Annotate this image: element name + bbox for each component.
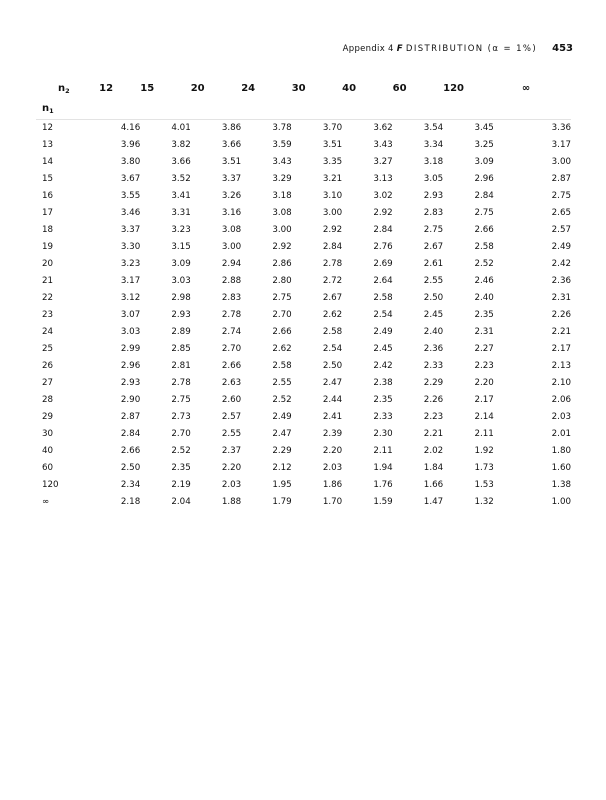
table-cell: 2.20 — [474, 378, 494, 388]
table-cell: 2.84 — [120, 429, 141, 439]
row-label: 13 — [42, 140, 54, 150]
table-cell: 1.94 — [373, 463, 393, 473]
table-row — [36, 307, 571, 324]
table-cell: 2.96 — [120, 361, 141, 371]
column-header: 24 — [241, 83, 256, 94]
col-variable-label — [36, 80, 89, 98]
table-cell: 3.66 — [171, 157, 191, 167]
table-cell: 2.66 — [272, 327, 292, 337]
table-row — [36, 392, 571, 409]
table-cell: 2.31 — [551, 293, 571, 303]
column-header: 20 — [190, 83, 205, 94]
table-cell: 3.18 — [423, 157, 444, 167]
table-cell: 2.11 — [474, 429, 494, 439]
table-cell: 3.80 — [120, 157, 141, 167]
table-row — [36, 375, 571, 392]
table-cell: 2.55 — [221, 429, 242, 439]
table-row — [36, 494, 571, 511]
running-head — [0, 43, 573, 57]
table-cell: 2.30 — [373, 429, 393, 439]
row-label: 20 — [42, 259, 54, 269]
f-distribution-table — [36, 80, 571, 511]
table-cell: 3.51 — [221, 157, 242, 167]
table-cell: 2.63 — [221, 378, 242, 388]
row-label: 17 — [42, 208, 54, 218]
table-cell: 2.57 — [551, 225, 571, 235]
table-cell: 2.57 — [221, 412, 242, 422]
table-cell: 2.26 — [551, 310, 571, 320]
table-cell: 2.50 — [322, 361, 343, 371]
table-cell: 2.54 — [373, 310, 393, 320]
table-cell: 2.75 — [474, 208, 494, 218]
table-cell: 2.03 — [221, 480, 242, 490]
table-cell: 3.31 — [171, 208, 191, 218]
table-cell: 2.02 — [423, 446, 444, 456]
table-cell: 2.66 — [221, 361, 242, 371]
table-cell: 2.21 — [423, 429, 444, 439]
table-cell: 3.15 — [171, 242, 191, 252]
table-cell: 2.45 — [423, 310, 444, 320]
row-label: 16 — [42, 191, 54, 201]
table-row — [36, 290, 571, 307]
table-cell: 3.29 — [272, 174, 292, 184]
table-row — [36, 205, 571, 222]
table-cell: 2.12 — [272, 463, 292, 473]
column-header: 120 — [443, 83, 465, 94]
table-cell: 1.53 — [474, 480, 494, 490]
running-head-f-symbol: F — [396, 44, 403, 54]
table-cell: 2.58 — [322, 327, 343, 337]
table-cell: 3.26 — [221, 191, 242, 201]
table-cell: 2.85 — [171, 344, 191, 354]
table-cell: 2.35 — [373, 395, 393, 405]
table-cell: 2.49 — [272, 412, 292, 422]
table-cell: 3.27 — [373, 157, 393, 167]
table-cell: 3.78 — [272, 123, 292, 133]
table-cell: 3.62 — [373, 123, 393, 133]
table-cell: 3.82 — [171, 140, 191, 150]
table-cell: 2.93 — [171, 310, 191, 320]
table-cell: 2.38 — [373, 378, 393, 388]
table-cell: 2.47 — [322, 378, 343, 388]
table-cell: 2.49 — [551, 242, 571, 252]
table-cell: 2.33 — [423, 361, 444, 371]
table-cell: 3.59 — [272, 140, 292, 150]
table-cell: 3.21 — [322, 174, 343, 184]
table-cell: 2.19 — [171, 480, 191, 490]
table-cell: 2.76 — [373, 242, 393, 252]
table-row — [36, 239, 571, 256]
table-row — [36, 188, 571, 205]
table-cell: 2.04 — [171, 497, 191, 507]
table-cell: 2.80 — [272, 276, 292, 286]
row-label: 120 — [42, 480, 59, 490]
table-cell: 1.76 — [373, 480, 393, 490]
table-body — [36, 120, 571, 512]
table-cell: 2.03 — [551, 412, 571, 422]
row-label: 19 — [42, 242, 54, 252]
table-cell: 2.84 — [373, 225, 393, 235]
table-cell: 2.42 — [373, 361, 393, 371]
table-cell: 2.78 — [322, 259, 343, 269]
table-cell: 2.75 — [171, 395, 191, 405]
table-cell: 1.59 — [373, 497, 393, 507]
table-cell: 3.51 — [322, 140, 343, 150]
table-cell: 3.09 — [474, 157, 494, 167]
table-cell: 2.69 — [373, 259, 393, 269]
table-row — [36, 154, 571, 171]
row-label: 25 — [42, 344, 54, 354]
table-cell: 3.37 — [221, 174, 242, 184]
table-cell: 2.41 — [322, 412, 343, 422]
table-cell: 3.23 — [171, 225, 191, 235]
table-cell: 2.62 — [322, 310, 343, 320]
table-cell: 3.05 — [423, 174, 444, 184]
table-cell: 2.35 — [171, 463, 191, 473]
table-cell: 2.92 — [373, 208, 393, 218]
table-cell: 3.70 — [322, 123, 343, 133]
table-cell: 3.41 — [171, 191, 191, 201]
row-variable-header-spacer — [89, 98, 571, 120]
column-header: 30 — [291, 83, 306, 94]
table-cell: 2.93 — [423, 191, 444, 201]
table-cell: 3.35 — [322, 157, 343, 167]
row-variable-name: n — [42, 103, 50, 114]
table-cell: 2.67 — [322, 293, 343, 303]
table-cell: 2.14 — [474, 412, 494, 422]
table-cell: 2.84 — [322, 242, 343, 252]
row-label: 15 — [42, 174, 54, 184]
table-cell: 2.27 — [474, 344, 494, 354]
row-label: 26 — [42, 361, 54, 371]
table-cell: 3.34 — [423, 140, 444, 150]
table-cell: 2.42 — [551, 259, 571, 269]
table-cell: 2.21 — [551, 327, 571, 337]
table-cell: 2.96 — [474, 174, 494, 184]
table-cell: 4.16 — [120, 123, 141, 133]
table-cell: 3.46 — [120, 208, 141, 218]
table-cell: 2.92 — [272, 242, 292, 252]
row-label: 28 — [42, 395, 54, 405]
table-cell: 2.50 — [423, 293, 444, 303]
table-cell: 3.37 — [120, 225, 141, 235]
table-cell: 3.43 — [373, 140, 393, 150]
table-cell: 2.66 — [120, 446, 141, 456]
table-cell: 3.30 — [120, 242, 141, 252]
table-row — [36, 358, 571, 375]
table-cell: 2.40 — [474, 293, 494, 303]
table-cell: 2.23 — [423, 412, 444, 422]
table-cell: 2.44 — [322, 395, 343, 405]
table-cell: 1.79 — [272, 497, 292, 507]
col-variable-subscript: 2 — [65, 87, 70, 95]
row-label: 22 — [42, 293, 54, 303]
table-row — [36, 443, 571, 460]
table-cell: 1.86 — [322, 480, 343, 490]
table-row — [36, 256, 571, 273]
table-cell: 2.29 — [423, 378, 444, 388]
table-cell: 3.07 — [120, 310, 141, 320]
row-label: 40 — [42, 446, 54, 456]
table-cell: 2.49 — [373, 327, 393, 337]
table-cell: 2.70 — [272, 310, 292, 320]
table-cell: 3.00 — [551, 157, 571, 167]
table-cell: 2.40 — [423, 327, 444, 337]
table-cell: 2.74 — [221, 327, 242, 337]
table-cell: 3.00 — [272, 225, 292, 235]
table-cell: 2.23 — [474, 361, 494, 371]
table-row — [36, 137, 571, 154]
table-cell: 3.54 — [423, 123, 444, 133]
table-cell: 3.00 — [322, 208, 343, 218]
table-cell: 2.47 — [272, 429, 292, 439]
table-cell: 1.60 — [551, 463, 571, 473]
table-cell: 2.35 — [474, 310, 494, 320]
table-cell: 1.32 — [474, 497, 494, 507]
table-cell: 1.84 — [423, 463, 444, 473]
table-cell: 2.58 — [272, 361, 292, 371]
table-cell: 3.18 — [272, 191, 292, 201]
table-row — [36, 341, 571, 358]
table-cell: 2.99 — [120, 344, 141, 354]
table-cell: 2.52 — [171, 446, 191, 456]
table-cell: 2.67 — [423, 242, 444, 252]
table-cell: 2.66 — [474, 225, 494, 235]
table-cell: 2.86 — [272, 259, 292, 269]
column-header: 15 — [140, 83, 155, 94]
table-cell: 3.03 — [120, 327, 141, 337]
table-cell: 3.36 — [551, 123, 571, 133]
table-row — [36, 222, 571, 239]
table-cell: 2.83 — [423, 208, 444, 218]
table-cell: 2.78 — [171, 378, 191, 388]
column-header: 60 — [392, 83, 407, 94]
table-cell: 2.92 — [322, 225, 343, 235]
table-row — [36, 477, 571, 494]
table-cell: 2.61 — [423, 259, 444, 269]
table-cell: 2.58 — [373, 293, 393, 303]
table-cell: 1.38 — [551, 480, 571, 490]
table-cell: 2.39 — [322, 429, 343, 439]
table-cell: 2.17 — [474, 395, 494, 405]
table-cell: 1.70 — [322, 497, 343, 507]
table-cell: 2.81 — [171, 361, 191, 371]
table-cell: 1.80 — [551, 446, 571, 456]
table-row — [36, 120, 571, 138]
table-cell: 2.18 — [120, 497, 141, 507]
row-variable-header-row — [36, 98, 571, 120]
col-variable-name: n — [58, 83, 66, 94]
table-cell: 2.10 — [551, 378, 571, 388]
table-cell: 1.66 — [423, 480, 444, 490]
table-row — [36, 460, 571, 477]
row-label: 14 — [42, 157, 54, 167]
row-variable-subscript: 1 — [49, 107, 54, 115]
table-cell: 2.90 — [120, 395, 141, 405]
table-cell: 2.70 — [221, 344, 242, 354]
table-cell: 2.52 — [272, 395, 292, 405]
table-cell: 2.13 — [551, 361, 571, 371]
table-cell: 2.75 — [423, 225, 444, 235]
table-cell: 3.13 — [373, 174, 393, 184]
column-header-row — [36, 80, 571, 98]
table-cell: 1.73 — [474, 463, 494, 473]
table-cell: 3.17 — [120, 276, 141, 286]
table-cell: 2.55 — [423, 276, 444, 286]
table-cell: 2.88 — [221, 276, 242, 286]
row-label: 12 — [42, 123, 54, 133]
row-variable-label — [36, 98, 89, 120]
table-row — [36, 273, 571, 290]
table-cell: 2.78 — [221, 310, 242, 320]
table-cell: 3.96 — [120, 140, 141, 150]
table-cell: 2.87 — [120, 412, 141, 422]
table-cell: 2.52 — [474, 259, 494, 269]
table-cell: 2.50 — [120, 463, 141, 473]
row-label: 60 — [42, 463, 54, 473]
table-cell: 2.98 — [171, 293, 191, 303]
table-cell: 2.93 — [120, 378, 141, 388]
table-cell: 2.64 — [373, 276, 393, 286]
column-header: 40 — [342, 83, 357, 94]
table-cell: 2.01 — [551, 429, 571, 439]
running-head-prefix: Appendix 4 — [342, 44, 394, 54]
table-cell: 2.46 — [474, 276, 494, 286]
table-cell: 2.65 — [551, 208, 571, 218]
table-cell: 2.36 — [551, 276, 571, 286]
table-cell: 2.33 — [373, 412, 393, 422]
table-cell: 1.95 — [272, 480, 292, 490]
table-cell: 3.10 — [322, 191, 343, 201]
table-cell: 2.54 — [322, 344, 343, 354]
table-cell: 2.17 — [551, 344, 571, 354]
table-cell: 2.29 — [272, 446, 292, 456]
row-label: 23 — [42, 310, 54, 320]
table-cell: 2.31 — [474, 327, 494, 337]
table-cell: 3.67 — [120, 174, 141, 184]
table-cell: 2.34 — [120, 480, 141, 490]
table-row — [36, 426, 571, 443]
table-cell: 3.00 — [221, 242, 242, 252]
table-cell: 3.08 — [221, 225, 242, 235]
column-header: ∞ — [521, 83, 531, 94]
table-cell: 2.84 — [474, 191, 494, 201]
row-label: 18 — [42, 225, 54, 235]
table-cell: 3.09 — [171, 259, 191, 269]
table-cell: 2.75 — [272, 293, 292, 303]
table-cell: 3.17 — [551, 140, 571, 150]
table-row — [36, 171, 571, 188]
table-cell: 2.37 — [221, 446, 242, 456]
table-cell: 3.12 — [120, 293, 141, 303]
table-cell: 2.87 — [551, 174, 571, 184]
table-cell: 2.58 — [474, 242, 494, 252]
table-cell: 3.55 — [120, 191, 141, 201]
table-cell: 2.55 — [272, 378, 292, 388]
table-cell: 2.26 — [423, 395, 444, 405]
table-cell: 2.60 — [221, 395, 242, 405]
table-header — [36, 80, 571, 120]
table-row — [36, 324, 571, 341]
row-label: 27 — [42, 378, 54, 388]
table-cell: 2.89 — [171, 327, 191, 337]
table-cell: 2.06 — [551, 395, 571, 405]
table-cell: 2.36 — [423, 344, 444, 354]
table-cell: 2.45 — [373, 344, 393, 354]
row-label: 29 — [42, 412, 54, 422]
table-cell: 2.20 — [322, 446, 343, 456]
table-cell: 3.66 — [221, 140, 242, 150]
table-cell: 3.16 — [221, 208, 242, 218]
table-cell: 3.45 — [474, 123, 494, 133]
table-cell: 2.20 — [221, 463, 242, 473]
table-cell: 2.73 — [171, 412, 191, 422]
table-cell: 3.43 — [272, 157, 292, 167]
table-cell: 3.25 — [474, 140, 494, 150]
row-label: ∞ — [42, 497, 50, 507]
table-cell: 2.11 — [373, 446, 393, 456]
table-cell: 3.52 — [171, 174, 191, 184]
table-cell: 3.03 — [171, 276, 191, 286]
table-cell: 2.62 — [272, 344, 292, 354]
table-cell: 3.02 — [373, 191, 393, 201]
column-header: 12 — [99, 83, 114, 94]
table-cell: 3.08 — [272, 208, 292, 218]
page-number: 453 — [552, 43, 573, 54]
table-cell: 1.00 — [551, 497, 571, 507]
row-label: 21 — [42, 276, 54, 286]
table-cell: 2.03 — [322, 463, 343, 473]
table-cell: 3.23 — [120, 259, 141, 269]
table-cell: 2.70 — [171, 429, 191, 439]
running-head-title: DISTRIBUTION (α = 1%) — [405, 44, 538, 54]
table-cell: 2.75 — [551, 191, 571, 201]
table-cell: 1.88 — [221, 497, 242, 507]
table-cell: 2.72 — [322, 276, 343, 286]
table-row — [36, 409, 571, 426]
row-label: 24 — [42, 327, 54, 337]
table-cell: 1.47 — [423, 497, 444, 507]
table-cell: 2.94 — [221, 259, 242, 269]
table-cell: 2.83 — [221, 293, 242, 303]
row-label: 30 — [42, 429, 54, 439]
table-cell: 3.86 — [221, 123, 242, 133]
table-cell: 4.01 — [171, 123, 191, 133]
table-cell: 1.92 — [474, 446, 494, 456]
